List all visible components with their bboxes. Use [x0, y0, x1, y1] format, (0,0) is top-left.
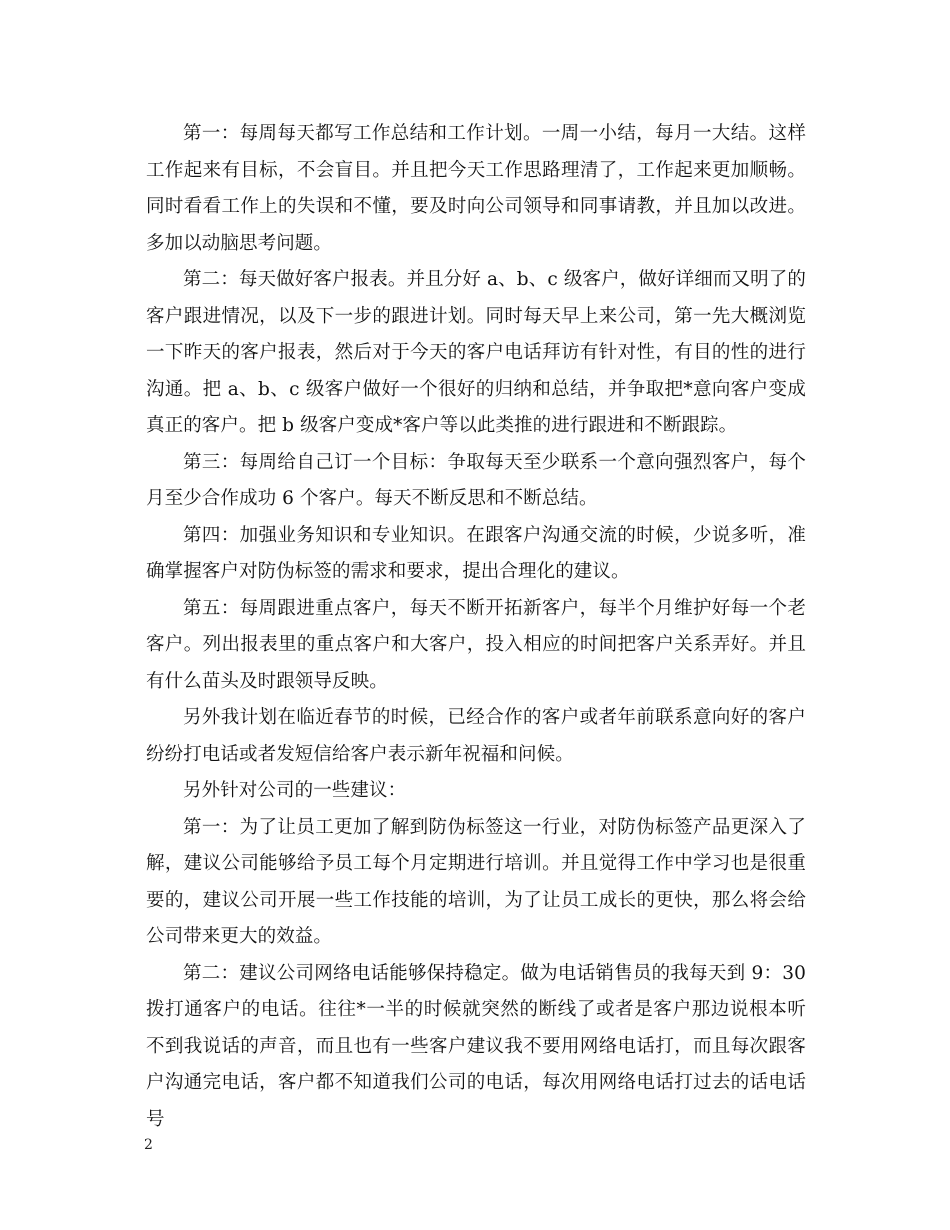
paragraph-suggestion-1-training: 第一：为了让员工更加了解到防伪标签这一行业，对防伪标签产品更深入了解，建议公司能够给予员工每个月定期进行培训。并且觉得工作中学习也是很重要的，建议公司开展一些工作技能的培训，为了让员工成长的更快，那么将会给公司带来更大的效益。 — [146, 816, 806, 947]
paragraph-spring-festival-plan: 另外我计划在临近春节的时候，已经合作的客户或者年前联系意向好的客户纷纷打电话或者发短信给客户表示新年祝福和问候。 — [146, 707, 806, 765]
paragraph-suggestion-2-network-phone: 第二：建议公司网络电话能够保持稳定。做为电话销售员的我每天到 9：30 拨打通客户的电话。往往*一半的时候就突然的断线了或者是客户那边说根本听不到我说话的声音，而且也有一些客户建议我不要用网络电话打，而且每次跟客户沟通完电话，客户都不知道我们公司的电话，每次用网络电话打过去的话电话号 — [146, 962, 806, 1130]
page-number: 2 — [144, 1137, 153, 1153]
document-body — [146, 116, 806, 1138]
paragraph-suggestions-heading: 另外针对公司的一些建议： — [183, 780, 407, 801]
paragraph-goal-4-knowledge: 第四：加强业务知识和专业知识。在跟客户沟通交流的时候，少说多听，准确掌握客户对防伪标签的需求和要求，提出合理化的建议。 — [146, 524, 806, 582]
paragraph-goal-3-weekly-target: 第三：每周给自己订一个目标：争取每天至少联系一个意向强烈客户，每个月至少合作成功 6 个客户。每天不断反思和不断总结。 — [146, 451, 806, 509]
paragraph-goal-1-weekly-summary: 第一：每周每天都写工作总结和工作计划。一周一小结，每月一大结。这样工作起来有目标，不会盲目。并且把今天工作思路理清了，工作起来更加顺畅。同时看看工作上的失误和不懂，要及时向公司领导和同事请教，并且加以改进。多加以动脑思考问题。 — [146, 123, 806, 254]
paragraph-goal-2-client-report: 第二：每天做好客户报表。并且分好 a、b、c 级客户，做好详细而又明了的客户跟进情况，以及下一步的跟进计划。同时每天早上来公司，第一先大概浏览一下昨天的客户报表，然后对于今天的客户电话拜访有针对性，有目的性的进行沟通。把 a、b、c 级客户做好一个很好的归纳和总结，并争取把*意向客户变成真正的客户。把 b 级客户变成*客户等以此类推的进行跟进和不断跟踪。 — [146, 269, 806, 436]
paragraph-goal-5-key-clients: 第五：每周跟进重点客户，每天不断开拓新客户，每半个月维护好每一个老客户。列出报表里的重点客户和大客户，投入相应的时间把客户关系弄好。并且有什么苗头及时跟领导反映。 — [146, 597, 806, 692]
